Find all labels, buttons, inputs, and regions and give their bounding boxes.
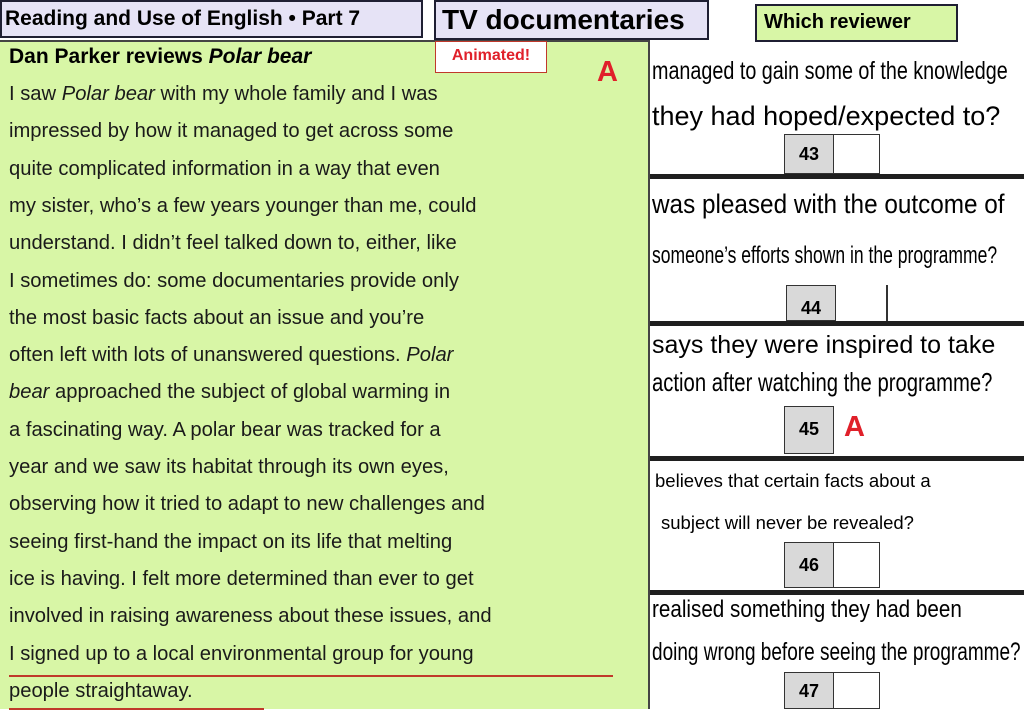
question-47-line: doing wrong before seeing the programme? xyxy=(652,638,1021,666)
text-segment: observing how it tried to adapt to new challenges and xyxy=(9,493,485,516)
which-reviewer-label: Which reviewer xyxy=(755,4,958,42)
text-segment: my sister, who’s a few years younger than me, could xyxy=(9,194,477,217)
text-line xyxy=(9,157,440,181)
question-44-line: was pleased with the outcome of xyxy=(652,189,1005,219)
text-line xyxy=(9,380,450,404)
question-number: 46 xyxy=(784,542,834,588)
box-edge xyxy=(886,285,888,321)
answer-box-45[interactable] xyxy=(784,406,880,454)
text-line xyxy=(9,530,452,554)
answer-box-47[interactable] xyxy=(784,672,880,709)
text-segment: year and we saw its habitat through its own eyes, xyxy=(9,456,449,478)
answer-input[interactable] xyxy=(834,672,880,709)
text-line xyxy=(9,567,474,591)
text-line xyxy=(9,306,424,330)
question-45-line: says they were inspired to take xyxy=(652,331,996,359)
question-number: 45 xyxy=(784,406,834,454)
text-segment: I signed up to a local environmental group for young xyxy=(9,642,474,665)
text-line xyxy=(9,455,449,479)
text-line xyxy=(9,679,193,703)
text-segment: bear xyxy=(9,381,50,404)
answer-input[interactable] xyxy=(836,285,882,321)
question-number: 44 xyxy=(786,285,836,321)
text-line xyxy=(9,418,441,442)
answer-input[interactable] xyxy=(834,134,880,174)
text-segment: I sometimes do: some documentaries provide only xyxy=(9,269,459,292)
text-segment: with my whole family and I was xyxy=(154,83,438,105)
text-segment: seeing first-hand the impact on its life that melting xyxy=(9,530,453,553)
answer-input[interactable] xyxy=(834,542,880,588)
text-line xyxy=(9,231,457,255)
question-45-line: action after watching the programme? xyxy=(652,367,993,397)
question-divider xyxy=(650,321,1024,326)
text-segment: approached the subject of global warming in xyxy=(49,381,451,404)
highlight-underline xyxy=(9,675,613,677)
question-43-line: managed to gain some of the knowledge xyxy=(652,57,1008,85)
text-segment: understand. I didn’t feel talked down to, either, like xyxy=(9,232,457,255)
question-number: 47 xyxy=(784,672,834,709)
topic-label: TV documentaries xyxy=(434,0,709,40)
text-segment: Polar xyxy=(406,344,454,367)
question-number: 43 xyxy=(784,134,834,174)
text-line xyxy=(9,642,474,666)
text-segment: quite complicated information in a way that even xyxy=(9,157,440,180)
text-segment: a fascinating way. A polar bear was tracked for a xyxy=(9,418,441,441)
film-title: Polar bear xyxy=(208,45,312,68)
answer-box-43[interactable] xyxy=(784,134,880,174)
text-segment: I saw xyxy=(9,83,62,105)
text-segment: impressed by how it managed to get across some xyxy=(9,120,454,143)
text-segment: ice is having. I felt more determined than ever to get xyxy=(9,567,474,590)
question-47-line: realised something they had been xyxy=(652,596,962,623)
question-46-line: believes that certain facts about a xyxy=(655,470,931,491)
text-line xyxy=(9,269,459,293)
answer-box-44[interactable] xyxy=(786,285,882,321)
text-line xyxy=(9,119,453,143)
text-line xyxy=(9,492,485,516)
question-divider xyxy=(650,174,1024,179)
animated-badge: Animated! xyxy=(435,41,547,73)
text-line xyxy=(9,343,453,367)
answer-letter: A xyxy=(844,411,865,443)
text-segment: often left with lots of unanswered questions. xyxy=(9,344,407,367)
text-segment: involved in raising awareness about these issues, and xyxy=(9,605,492,628)
text-line xyxy=(9,82,438,106)
section-letter: A xyxy=(597,56,618,88)
text-line xyxy=(9,194,477,218)
question-43-line: they had hoped/expected to? xyxy=(652,101,1001,131)
text-segment: the most basic facts about an issue and you’re xyxy=(9,306,425,329)
text-segment: people straightaway. xyxy=(9,679,193,702)
reviewer-name: Dan Parker reviews xyxy=(9,45,209,68)
text-segment: Polar bear xyxy=(61,83,155,105)
text-title xyxy=(9,45,311,69)
text-line xyxy=(9,604,492,628)
question-46-line: subject will never be revealed? xyxy=(661,512,914,533)
part-label: Reading and Use of English • Part 7 xyxy=(0,0,423,38)
question-44-line: someone’s efforts shown in the programme? xyxy=(652,242,998,269)
answer-box-46[interactable] xyxy=(784,542,880,588)
question-divider xyxy=(650,456,1024,461)
